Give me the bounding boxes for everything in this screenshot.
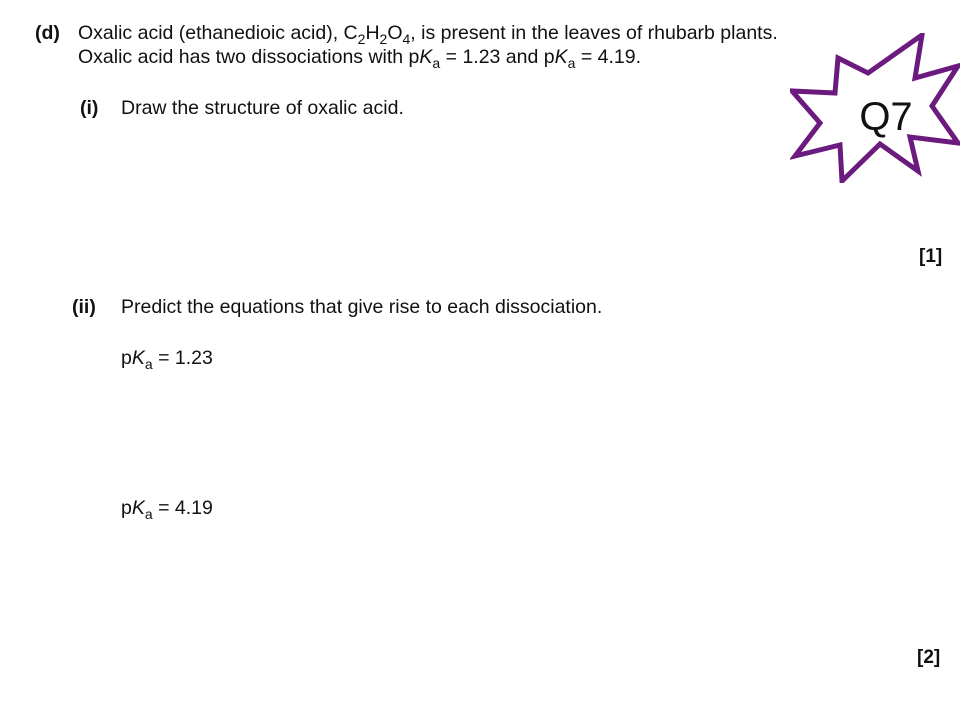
pka-2-line: $pK_a = 4.19$ — [121, 497, 213, 522]
pka-1-line: $pK_a = 1.23$ — [121, 347, 213, 372]
part-d-label: (d) — [35, 22, 60, 44]
question-intro-line-2: Oxalic acid has two dissociations with $pK_a = 1.23$ and $pK_a = 4.19$. — [78, 46, 642, 71]
badge-label: Q7 — [859, 95, 913, 139]
part-i-marks: [1] — [919, 246, 943, 267]
part-ii-label: (ii) — [72, 296, 96, 318]
part-i-text: Draw the structure of oxalic acid. — [121, 97, 404, 119]
part-ii-text: Predict the equations that give rise to each dissociation. — [121, 296, 603, 318]
part-i-label: (i) — [80, 97, 99, 119]
q7-burst-badge — [790, 33, 960, 183]
part-ii-marks: [2] — [917, 647, 941, 668]
question-intro-line-1: Oxalic acid (ethanedioic acid), $C_2H_2O_4$, is present in the leaves of rhubarb plants. — [78, 22, 778, 47]
